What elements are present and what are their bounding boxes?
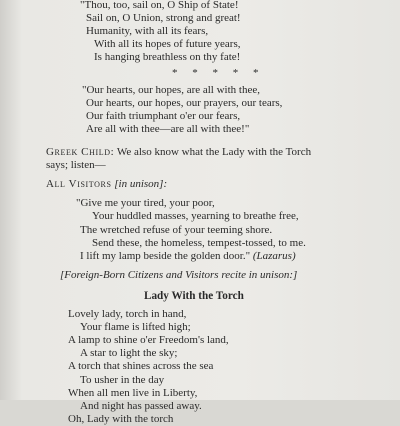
stanza-separator: * * * * * (172, 66, 265, 79)
song-line-5: A torch that shines across the sea (68, 360, 214, 373)
greek-child-text-1: We also know what the Lady with the Torch (116, 146, 312, 158)
all-visitors-heading (46, 178, 167, 191)
song-line-7: When all men live in Liberty, (68, 386, 198, 399)
song-line-4: A star to light the sky; (80, 347, 178, 360)
poem2-line-1: "Our hearts, our hopes, are all with thee, (82, 83, 260, 96)
poem1-line-4: With all its hopes of future years, (94, 38, 241, 51)
song-line-1: Lovely lady, torch in hand, (68, 308, 187, 320)
song-line-6: To usher in the day (80, 373, 165, 386)
stage-direction: [Foreign-Born Citizens and Visitors recite in unison:] (60, 268, 298, 281)
poem1-line-5: Is hanging breathless on thy fate! (94, 51, 241, 64)
greek-child-line-2: says; listen— (46, 159, 106, 172)
lazarus-line-3: The wretched refuse of your teeming shore. (80, 223, 273, 236)
poem2-line-2: Our hearts, our hopes, our prayers, our tears, (86, 96, 283, 109)
poem2-line-3: Our faith triumphant o'er our fears, (86, 109, 241, 122)
lazarus-line-2: Your huddled masses, yearning to breathe free, (92, 210, 299, 223)
greek-child-speaker: Greek Child: (46, 146, 115, 158)
greek-child-line-1 (46, 146, 311, 159)
lazarus-text-5: I lift my lamp beside the golden door." (80, 249, 251, 262)
lazarus-line-5 (80, 250, 296, 263)
lazarus-line-1: "Give me your tired, your poor, (76, 197, 215, 210)
lazarus-attribution: (Lazarus) (252, 249, 296, 262)
poem1-line-1: "Thou, too, sail on, O Ship of State! (80, 0, 239, 11)
song-line-8: And night has passed away. (80, 399, 202, 412)
all-visitors-speaker: All Visitors (46, 178, 112, 191)
song-line-2: Your flame is lifted high; (80, 321, 191, 334)
song-line-9: Oh, Lady with the torch (68, 412, 174, 425)
poem2-line-4: Are all with thee—are all with thee!" (86, 122, 250, 135)
lazarus-line-4: Send these, the homeless, tempest-tossed, to me. (92, 236, 306, 249)
song-title: Lady With the Torch (144, 289, 244, 302)
poem1-line-2: Sail on, O Union, strong and great! (86, 12, 241, 25)
poem1-line-3: Humanity, with all its fears, (86, 25, 209, 38)
song-line-3: A lamp to shine o'er Freedom's land, (68, 334, 229, 347)
all-visitors-direction: [in unison]: (114, 178, 168, 191)
